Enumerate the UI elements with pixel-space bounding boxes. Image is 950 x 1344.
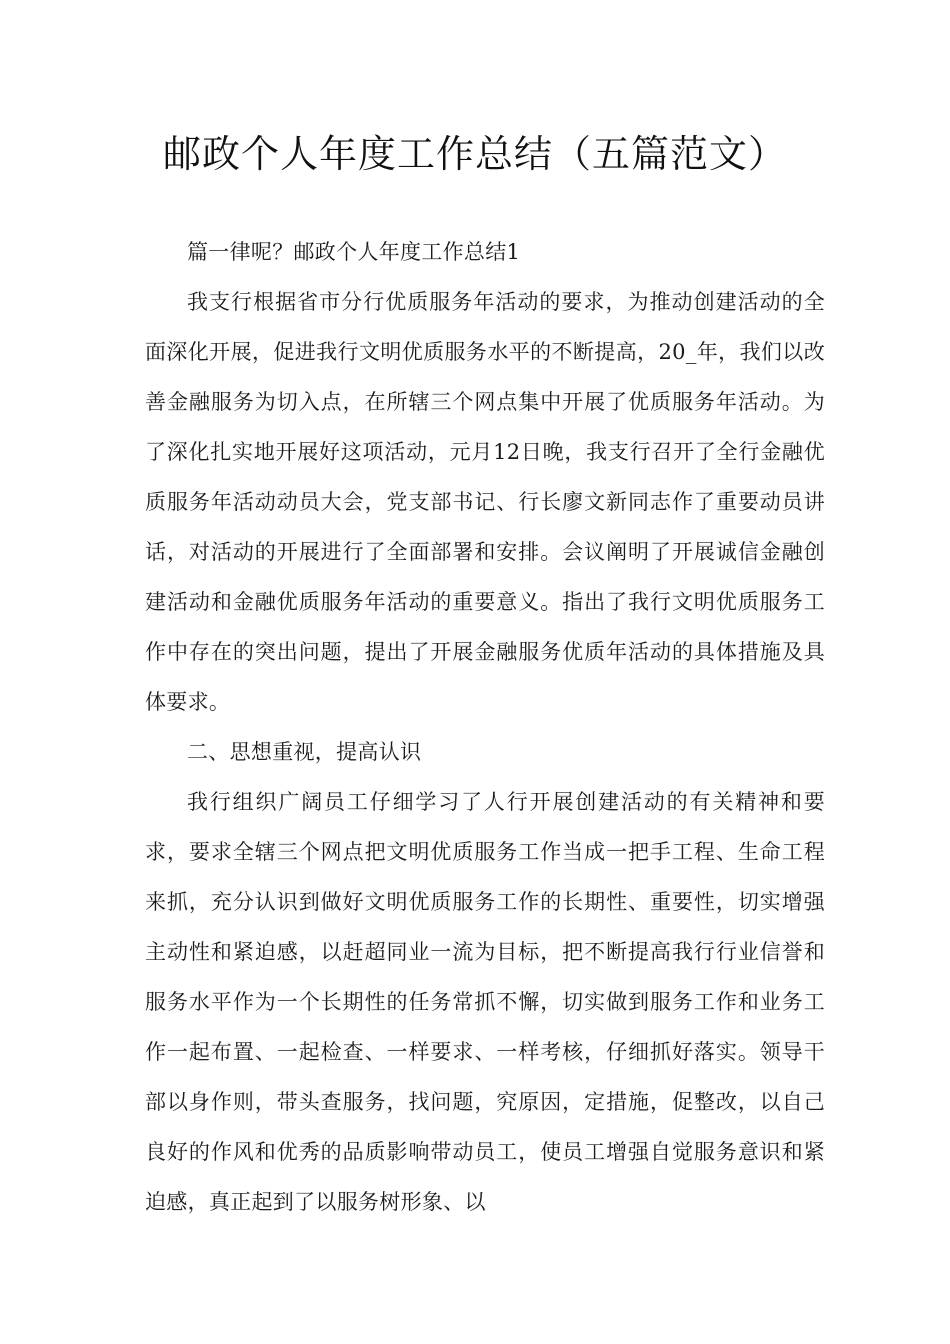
paragraph: 我支行根据省市分行优质服务年活动的要求，为推动创建活动的全面深化开展，促进我行文明优质服务水平的不断提高，20_年，我们以改善金融服务为切入点，在所辖三个网点集中开展了优质服务年活动。为了深化扎实地开展好这项活动，元月12日晚，我支行召开了全行金融优质服务年活动动员大会，党支部书记、行长廖文新同志作了重要动员讲话，对活动的开展进行了全面部署和安排。会议阐明了开展诚信金融创建活动和金融优质服务年活动的重要意义。指出了我行文明优质服务工作中存在的突出问题，提出了开展金融服务优质年活动的具体措施及具体要求。 <box>145 290 825 714</box>
section-heading: 篇一律呢？邮政个人年度工作总结1 <box>187 240 521 264</box>
paragraph: 我行组织广阔员工仔细学习了人行开展创建活动的有关精神和要求，要求全辖三个网点把文明优质服务工作当成一把手工程、生命工程来抓，充分认识到做好文明优质服务工作的长期性、重要性，切实增强主动性和紧迫感，以赶超同业一流为目标，把不断提高我行行业信誉和服务水平作为一个长期性的任务常抓不懈，切实做到服务工作和业务工作一起布置、一起检查、一样要求、一样考核，仔细抓好落实。领导干部以身作则，带头查服务，找问题，究原因，定措施，促整改，以自己良好的作风和优秀的品质影响带动员工，使员工增强自觉服务意识和紧迫感，真正起到了以服务树形象、以 <box>145 790 825 1214</box>
section-heading: 二、思想重视，提高认识 <box>187 740 422 764</box>
document-body <box>145 227 825 1227</box>
document-title: 邮政个人年度工作总结（五篇范文） <box>162 132 787 176</box>
